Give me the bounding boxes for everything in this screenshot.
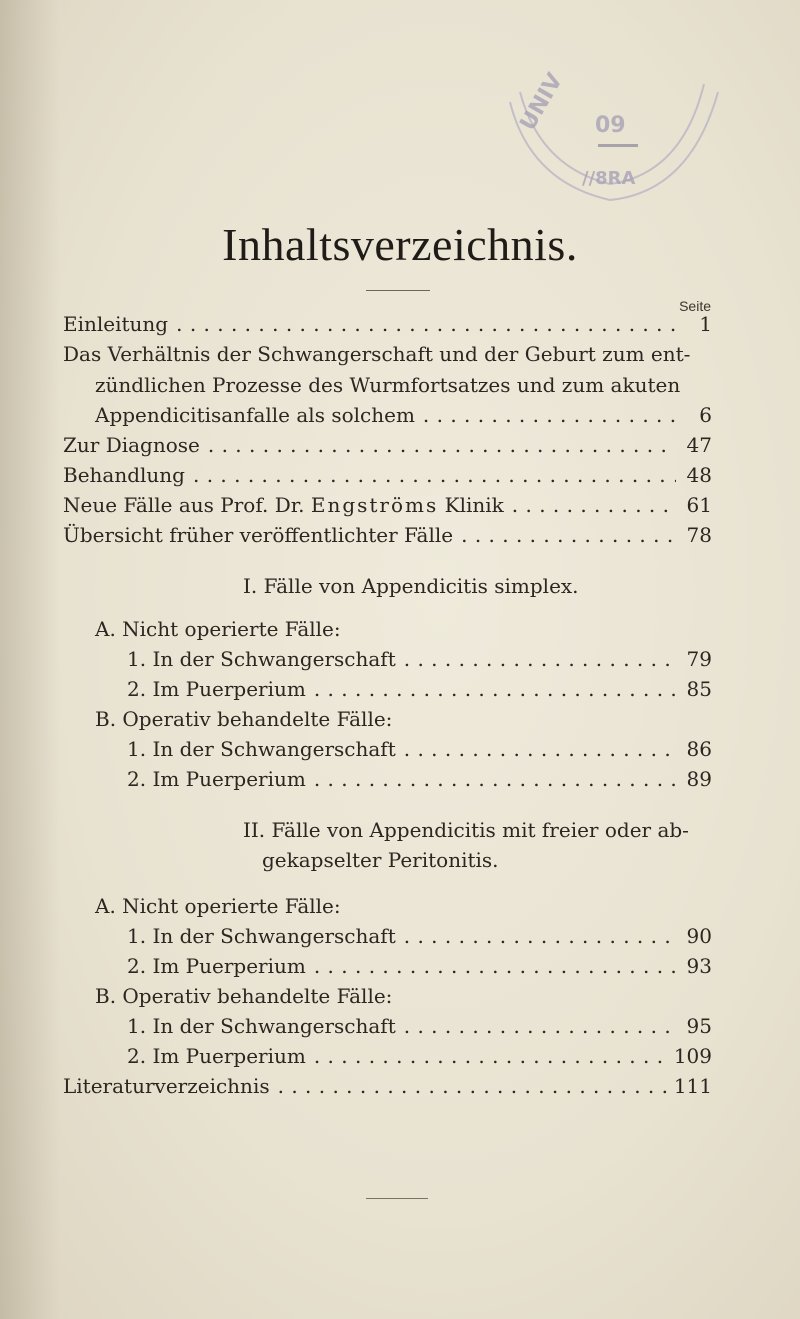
seite-label: Seite: [679, 298, 711, 314]
toc-entry-text: [63, 490, 504, 520]
toc-page-number: 86: [686, 737, 712, 761]
subsection-heading-ii-b: B. Operativ behandelte Fälle:: [95, 984, 393, 1008]
leader-dots: [176, 309, 676, 339]
toc-page-number: 47: [686, 433, 712, 457]
toc-entry-text: 1. In der Schwangerschaft: [127, 737, 396, 761]
toc-page-number: 6: [699, 403, 712, 427]
section-heading-ii-line2: gekapselter Peritonitis.: [262, 848, 499, 872]
toc-page-number: 78: [686, 523, 712, 547]
toc-entry-ii-a1: [127, 921, 712, 951]
subsection-heading-i-a: A. Nicht operierte Fälle:: [95, 617, 341, 641]
leader-dots: [461, 520, 676, 550]
toc-entry-einleitung: [63, 309, 712, 339]
toc-page-number: 90: [686, 924, 712, 948]
leader-dots: [193, 460, 676, 490]
leader-dots: [314, 764, 676, 794]
toc-entry-text: Literaturverzeichnis: [63, 1074, 270, 1098]
toc-entry-text: 2. Im Puerperium: [127, 677, 306, 701]
toc-entry-i-a1: [127, 644, 712, 674]
toc-page-number: 79: [686, 647, 712, 671]
leader-dots: [278, 1071, 668, 1101]
toc-page-number: 95: [686, 1014, 712, 1038]
toc-page-number: 93: [686, 954, 712, 978]
toc-entry-i-a2: [127, 674, 712, 704]
leader-dots: [404, 1011, 676, 1041]
page-title: Inhaltsverzeichnis.: [222, 219, 578, 270]
toc-entry-neue-faelle: [63, 490, 712, 520]
toc-entry-i-b1: [127, 734, 712, 764]
toc-entry-text: 2. Im Puerperium: [127, 1044, 306, 1068]
toc-page-number: 1: [699, 312, 712, 336]
toc-entry-verhaeltnis: [95, 400, 712, 430]
toc-entry-text: Zur Diagnose: [63, 433, 200, 457]
toc-page-number: 111: [673, 1074, 712, 1098]
toc-entry-ii-b1: [127, 1011, 712, 1041]
toc-entry-ii-a2: [127, 951, 712, 981]
svg-text:UNIV: UNIV: [515, 69, 568, 135]
toc-entry-text-post: Klinik: [444, 493, 504, 517]
leader-dots: [512, 490, 676, 520]
section-heading-ii-line1: II. Fälle von Appendicitis mit freier oder ab-: [243, 818, 689, 842]
toc-entry-verhaeltnis-line1: Das Verhältnis der Schwangerschaft und der Geburt zum ent-: [63, 342, 691, 366]
subsection-heading-ii-a: A. Nicht operierte Fälle:: [95, 894, 341, 918]
library-stamp: [490, 62, 730, 212]
toc-entry-text: 1. In der Schwangerschaft: [127, 647, 396, 671]
toc-page-number: 109: [673, 1044, 712, 1068]
svg-text:09: 09: [595, 113, 626, 138]
leader-dots: [314, 1041, 668, 1071]
toc-entry-literatur: [63, 1071, 712, 1101]
toc-entry-text: 1. In der Schwangerschaft: [127, 924, 396, 948]
toc-entry-ii-b2: [127, 1041, 712, 1071]
toc-entry-behandlung: [63, 460, 712, 490]
section-heading-i: I. Fälle von Appendicitis simplex.: [243, 574, 579, 598]
toc-entry-text: Appendicitisanfalle als solchem: [95, 403, 415, 427]
toc-entry-text-name: Engströms: [310, 493, 439, 517]
toc-entry-text: Übersicht früher veröffentlichter Fälle: [63, 523, 454, 547]
leader-dots: [314, 674, 676, 704]
toc-entry-text: 2. Im Puerperium: [127, 767, 306, 791]
leader-dots: [208, 430, 676, 460]
leader-dots: [314, 951, 676, 981]
toc-entry-diagnose: [63, 430, 712, 460]
toc-entry-text: 1. In der Schwangerschaft: [127, 1014, 396, 1038]
leader-dots: [404, 644, 676, 674]
leader-dots: [404, 921, 676, 951]
title-rule: [366, 290, 430, 291]
toc-entry-uebersicht: [63, 520, 712, 550]
toc-page-number: 48: [686, 463, 712, 487]
toc-entry-text: Behandlung: [63, 463, 185, 487]
toc-entry-text: 2. Im Puerperium: [127, 954, 306, 978]
subsection-heading-i-b: B. Operativ behandelte Fälle:: [95, 707, 393, 731]
toc-entry-text: Einleitung: [63, 312, 169, 336]
page-edge-shadow: [0, 0, 60, 1319]
toc-entry-text-pre: Neue Fälle aus Prof. Dr.: [63, 493, 305, 517]
footer-rule: [366, 1198, 428, 1199]
toc-entry-verhaeltnis-line2: zündlichen Prozesse des Wurmfortsatzes und zum akuten: [95, 373, 681, 397]
toc-page-number: 61: [686, 493, 712, 517]
leader-dots: [423, 400, 676, 430]
toc-page-number: 85: [686, 677, 712, 701]
toc-entry-i-b2: [127, 764, 712, 794]
svg-text://8RA: //8RA: [582, 168, 636, 189]
toc-page-number: 89: [686, 767, 712, 791]
leader-dots: [404, 734, 676, 764]
